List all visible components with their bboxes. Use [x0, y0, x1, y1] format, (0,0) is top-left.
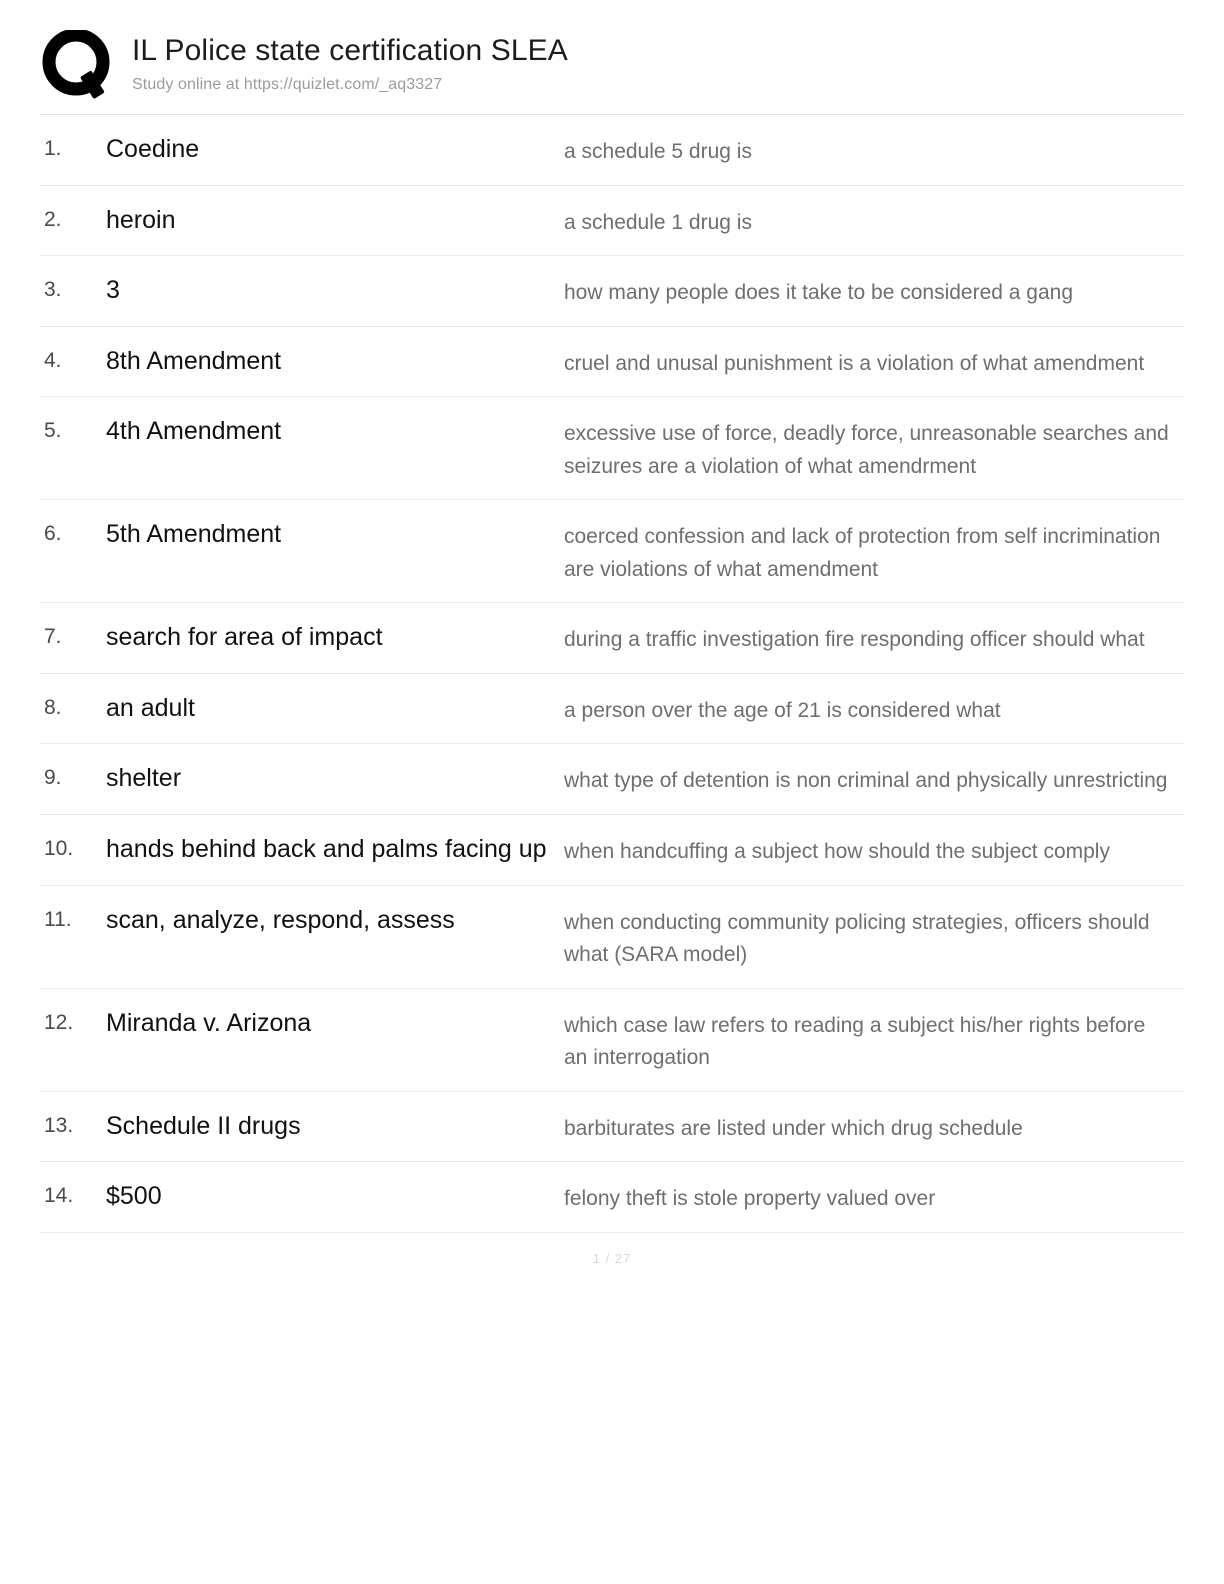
- row-definition: a schedule 1 drug is: [564, 210, 752, 234]
- page-indicator: 1 / 27: [592, 1250, 632, 1266]
- table-row: [40, 256, 1184, 327]
- row-definition: excessive use of force, deadly force, unreasonable searches and seizures are a violation of what amendrment: [564, 422, 1169, 478]
- row-number: 14.: [44, 1184, 74, 1208]
- table-row: [40, 1162, 1184, 1233]
- row-number: 2.: [44, 207, 62, 231]
- row-number: 7.: [44, 625, 62, 649]
- row-number: 5.: [44, 419, 62, 443]
- table-row: [40, 674, 1184, 745]
- row-number: 1.: [44, 137, 62, 160]
- quizlet-q-logo-icon: [42, 30, 114, 102]
- row-number: 6.: [44, 522, 62, 546]
- table-row: [40, 989, 1184, 1092]
- table-row: [40, 115, 1184, 186]
- table-row: [40, 603, 1184, 674]
- row-definition: how many people does it take to be considered a gang: [564, 281, 1074, 305]
- header-text-block: [114, 28, 568, 94]
- table-row: [40, 744, 1184, 815]
- table-row: [40, 397, 1184, 500]
- row-definition: when conducting community policing strategies, officers should what (SARA model): [564, 910, 1150, 967]
- row-definition: a person over the age of 21 is considered what: [564, 698, 1001, 722]
- row-number: 9.: [44, 766, 62, 790]
- row-number: 8.: [44, 695, 62, 719]
- document-header: [40, 28, 1184, 114]
- table-row: [40, 1092, 1184, 1163]
- row-definition: when handcuffing a subject how should the subject comply: [564, 840, 1110, 864]
- row-term: 5th Amendment: [106, 520, 282, 549]
- row-term: shelter: [106, 764, 182, 793]
- row-number: 3.: [44, 278, 62, 302]
- row-term: scan, analyze, respond, assess: [106, 905, 455, 934]
- table-row: [40, 886, 1184, 989]
- row-term: Coedine: [106, 135, 200, 163]
- row-number: 11.: [44, 907, 72, 931]
- table-row: [40, 327, 1184, 398]
- row-number: 10.: [44, 837, 74, 861]
- row-term: Schedule II drugs: [106, 1111, 301, 1140]
- row-definition: a schedule 5 drug is: [564, 140, 752, 163]
- flashcard-list: [40, 114, 1184, 1233]
- row-definition: what type of detention is non criminal and physically unrestricting: [564, 769, 1168, 793]
- row-number: 13.: [44, 1113, 74, 1137]
- row-term: heroin: [106, 205, 176, 234]
- row-term: 8th Amendment: [106, 346, 282, 375]
- row-definition: coerced confession and lack of protection from self incrimination are violations of what amendment: [564, 525, 1161, 581]
- row-number: 12.: [44, 1010, 74, 1034]
- study-link-subtitle: Study online at https://quizlet.com/_aq3327: [132, 75, 443, 93]
- table-row: [40, 815, 1184, 886]
- table-row: [40, 186, 1184, 257]
- table-row: [40, 500, 1184, 603]
- row-definition: barbiturates are listed under which drug schedule: [564, 1116, 1023, 1140]
- row-term: search for area of impact: [106, 623, 383, 652]
- row-definition: during a traffic investigation fire responding officer should what: [564, 628, 1145, 652]
- row-definition: cruel and unusal punishment is a violation of what amendment: [564, 351, 1145, 375]
- row-term: 3: [106, 276, 120, 305]
- page-title: IL Police state certification SLEA: [132, 34, 568, 67]
- row-term: an adult: [106, 693, 195, 722]
- row-number: 4.: [44, 348, 62, 372]
- row-definition: which case law refers to reading a subject his/her rights before an interrogation: [564, 1013, 1146, 1070]
- row-definition: felony theft is stole property valued over: [564, 1187, 936, 1211]
- row-term: 4th Amendment: [106, 417, 282, 446]
- row-term: Miranda v. Arizona: [106, 1008, 312, 1037]
- row-term: hands behind back and palms facing up: [106, 835, 547, 864]
- row-term: $500: [106, 1182, 162, 1211]
